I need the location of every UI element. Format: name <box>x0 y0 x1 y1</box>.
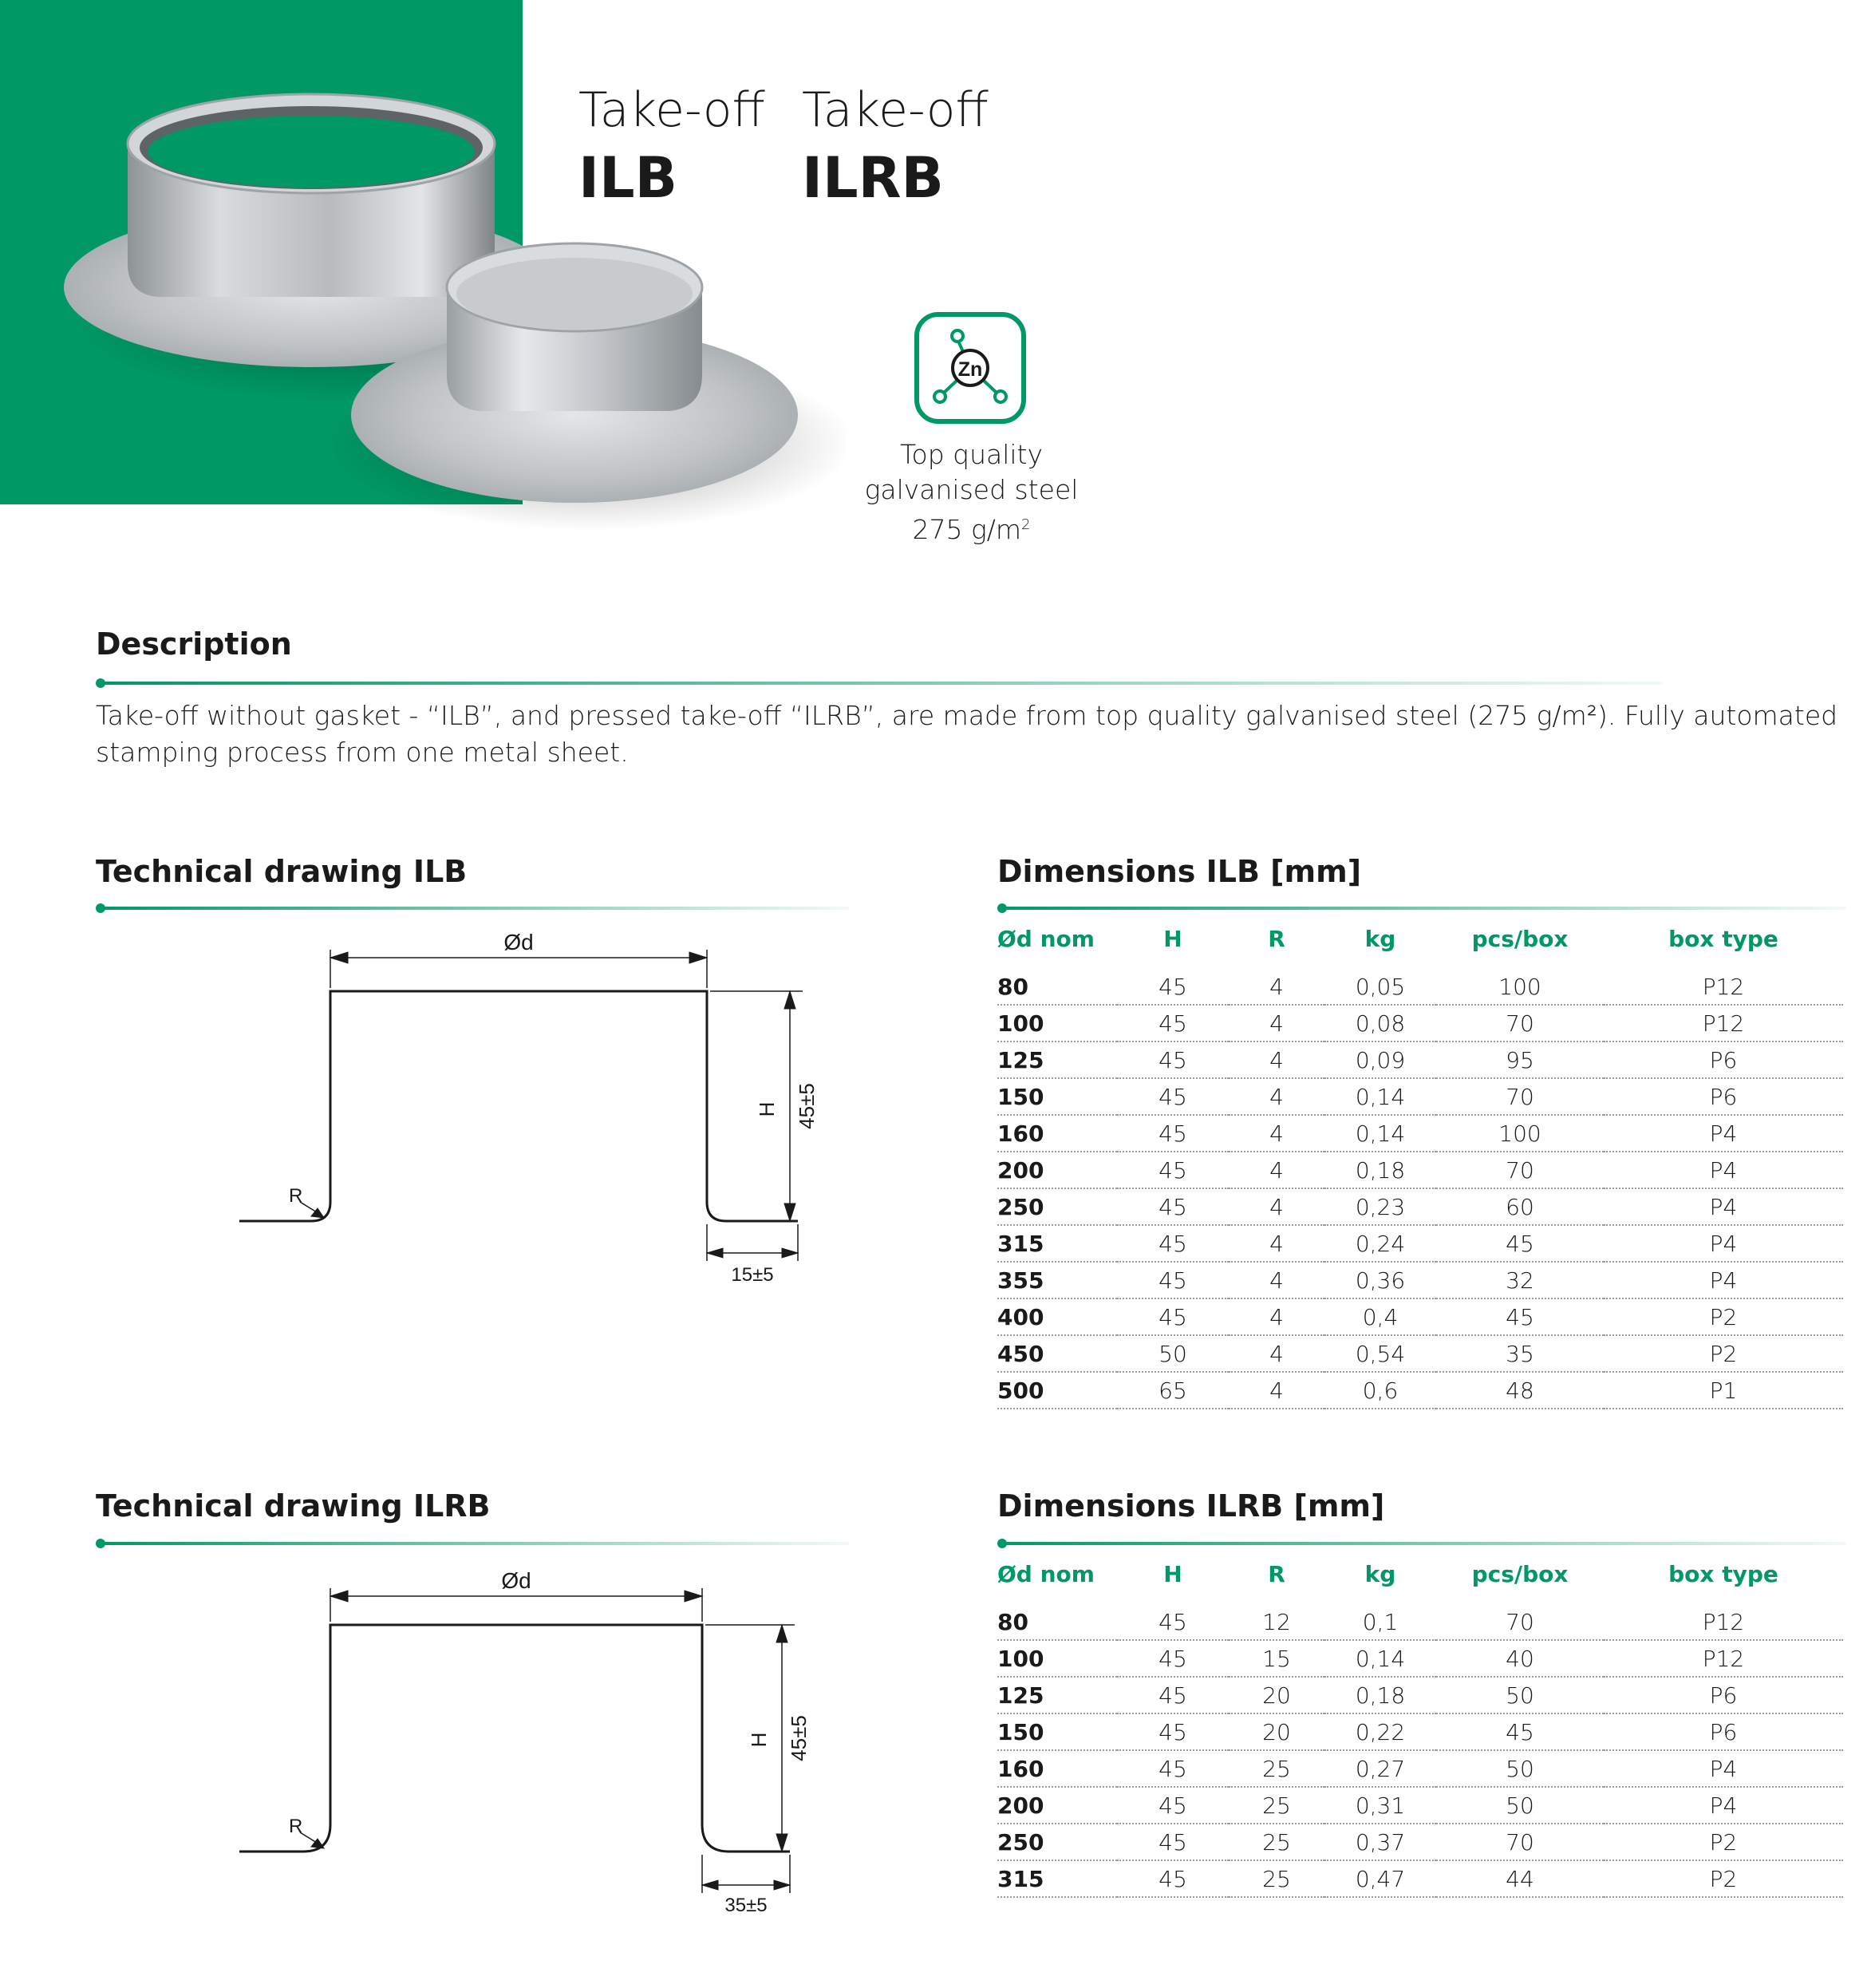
table-row <box>997 969 1843 1005</box>
table-cell: 250 <box>997 1824 1117 1860</box>
table-cell: 4 <box>1229 969 1324 1005</box>
table-cell: P4 <box>1604 1152 1843 1188</box>
table-cell: 4 <box>1229 1225 1324 1262</box>
table-cell: P1 <box>1604 1372 1843 1409</box>
table-cell: 45 <box>1117 1640 1229 1677</box>
table-row <box>997 1335 1843 1372</box>
table-cell: 20 <box>1229 1677 1324 1713</box>
dimensions-ilrb-table <box>997 1551 1843 1898</box>
table-cell: 0,23 <box>1324 1188 1436 1225</box>
table-cell: 32 <box>1436 1262 1604 1298</box>
table-row <box>997 1787 1843 1824</box>
dim-h-label: H <box>755 1101 779 1117</box>
table-cell: 0,18 <box>1324 1677 1436 1713</box>
drawing-ilb-divider <box>99 907 849 910</box>
table-cell: 200 <box>997 1787 1117 1824</box>
table-cell: 70 <box>1436 1824 1604 1860</box>
table-cell: 15 <box>1229 1640 1324 1677</box>
table-cell: 0,4 <box>1324 1298 1436 1335</box>
table-row <box>997 1640 1843 1677</box>
table-cell: P12 <box>1604 969 1843 1005</box>
dim-flange-label: 15±5 <box>731 1264 774 1286</box>
table-row <box>997 1262 1843 1298</box>
column-header: kg <box>1364 925 1396 952</box>
column-header: box type <box>1668 1560 1778 1587</box>
table-cell: 0,09 <box>1324 1041 1436 1078</box>
table-row <box>997 1298 1843 1335</box>
technical-drawing-ilb <box>231 926 822 1293</box>
table-cell: 0,22 <box>1324 1713 1436 1750</box>
table-row <box>997 1152 1843 1188</box>
dim-flange-label: 35±5 <box>724 1895 768 1916</box>
table-cell: 150 <box>997 1078 1117 1115</box>
table-cell: 45 <box>1436 1225 1604 1262</box>
table-cell: 60 <box>1436 1188 1604 1225</box>
table-cell: 4 <box>1229 1188 1324 1225</box>
table-cell: P12 <box>1604 1640 1843 1677</box>
table-row <box>997 1604 1843 1640</box>
table-cell: 150 <box>997 1713 1117 1750</box>
table-cell: 315 <box>997 1860 1117 1897</box>
drawing-ilrb-title: Technical drawing ILRB <box>96 1488 491 1524</box>
table-cell: 0,47 <box>1324 1860 1436 1897</box>
column-header: box type <box>1668 925 1778 952</box>
table-cell: 80 <box>997 969 1117 1005</box>
table-cell: P4 <box>1604 1787 1843 1824</box>
table-cell: 4 <box>1229 1298 1324 1335</box>
technical-drawing-ilrb <box>231 1564 822 1931</box>
table-cell: 25 <box>1229 1750 1324 1787</box>
product-title-code: ILB <box>578 145 678 211</box>
column-header: kg <box>1364 1560 1396 1587</box>
table-cell: 0,14 <box>1324 1115 1436 1152</box>
table-cell: 0,14 <box>1324 1078 1436 1115</box>
table-cell: P4 <box>1604 1225 1843 1262</box>
table-row <box>997 1115 1843 1152</box>
table-cell: 315 <box>997 1225 1117 1262</box>
column-header: pcs/box <box>1471 1560 1569 1587</box>
drawing-ilb-title: Technical drawing ILB <box>96 854 468 889</box>
badge-caption-line2: galvanised steel <box>864 474 1079 505</box>
table-cell: 50 <box>1436 1750 1604 1787</box>
table-cell: 12 <box>1229 1604 1324 1640</box>
table-cell: 4 <box>1229 1152 1324 1188</box>
table-cell: 45 <box>1117 1298 1229 1335</box>
dim-h-label: H <box>747 1732 771 1748</box>
table-cell: 4 <box>1229 1335 1324 1372</box>
table-row <box>997 1824 1843 1860</box>
dim-height-label: 45±5 <box>787 1715 811 1761</box>
product-title-ilrb <box>802 82 989 211</box>
table-row <box>997 1188 1843 1225</box>
table-cell: 45 <box>1117 969 1229 1005</box>
table-cell: 95 <box>1436 1041 1604 1078</box>
table-cell: 4 <box>1229 1372 1324 1409</box>
table-row <box>997 1750 1843 1787</box>
table-cell: 100 <box>1436 969 1604 1005</box>
table-cell: 25 <box>1229 1824 1324 1860</box>
table-cell: P2 <box>1604 1860 1843 1897</box>
table-cell: 250 <box>997 1188 1117 1225</box>
dim-radius-label: R <box>289 1816 303 1837</box>
table-cell: 70 <box>1436 1152 1604 1188</box>
table-cell: 0,18 <box>1324 1152 1436 1188</box>
table-cell: 0,24 <box>1324 1225 1436 1262</box>
table-cell: 48 <box>1436 1372 1604 1409</box>
table-cell: 50 <box>1117 1335 1229 1372</box>
dimensions-ilrb-divider <box>1001 1542 1846 1545</box>
column-header: H <box>1163 925 1182 952</box>
table-cell: 45 <box>1117 1188 1229 1225</box>
table-cell: 200 <box>997 1152 1117 1188</box>
table-row <box>997 1225 1843 1262</box>
table-row <box>997 1041 1843 1078</box>
table-cell: P12 <box>1604 1604 1843 1640</box>
dimensions-ilb-title: Dimensions ILB [mm] <box>997 854 1362 889</box>
product-title-line1: Take-off <box>802 82 989 138</box>
column-header: R <box>1268 925 1285 952</box>
table-cell: 80 <box>997 1604 1117 1640</box>
table-cell: 20 <box>1229 1713 1324 1750</box>
table-cell: 45 <box>1117 1860 1229 1897</box>
table-cell: 45 <box>1117 1750 1229 1787</box>
table-cell: P2 <box>1604 1824 1843 1860</box>
column-header: H <box>1163 1560 1182 1587</box>
table-cell: 0,14 <box>1324 1640 1436 1677</box>
table-cell: P2 <box>1604 1335 1843 1372</box>
table-cell: 45 <box>1117 1824 1229 1860</box>
column-header: Ød nom <box>997 1560 1095 1587</box>
table-header-row <box>997 1551 1843 1596</box>
table-cell: 45 <box>1117 1078 1229 1115</box>
table-cell: 450 <box>997 1335 1117 1372</box>
badge-caption <box>862 437 1081 547</box>
table-cell: 0,54 <box>1324 1335 1436 1372</box>
product-title-line1: Take-off <box>578 82 765 138</box>
dim-height-label: 45±5 <box>795 1083 819 1129</box>
table-cell: 0,36 <box>1324 1262 1436 1298</box>
table-cell: 4 <box>1229 1005 1324 1041</box>
table-cell: 45 <box>1117 1787 1229 1824</box>
zinc-badge <box>914 312 1026 424</box>
table-cell: 0,6 <box>1324 1372 1436 1409</box>
table-cell: 45 <box>1117 1152 1229 1188</box>
description-divider <box>99 682 1663 685</box>
table-cell: 0,31 <box>1324 1787 1436 1824</box>
table-cell: 45 <box>1117 1041 1229 1078</box>
dim-diameter-label: Ød <box>503 930 534 954</box>
table-row <box>997 1713 1843 1750</box>
table-row <box>997 1677 1843 1713</box>
drawing-ilrb-divider <box>99 1542 849 1545</box>
table-cell: P4 <box>1604 1115 1843 1152</box>
table-cell: 160 <box>997 1750 1117 1787</box>
badge-caption-line3: 275 $g/m^2$ <box>912 514 1031 545</box>
table-cell: 4 <box>1229 1115 1324 1152</box>
zinc-molecule-icon <box>919 317 1021 419</box>
column-header: Ød nom <box>997 925 1095 952</box>
table-cell: 45 <box>1117 1225 1229 1262</box>
table-cell: P6 <box>1604 1078 1843 1115</box>
table-cell: 4 <box>1229 1262 1324 1298</box>
table-cell: 45 <box>1117 1677 1229 1713</box>
table-cell: 45 <box>1436 1298 1604 1335</box>
table-row <box>997 1005 1843 1041</box>
table-cell: 4 <box>1229 1041 1324 1078</box>
table-spacer-cell <box>997 961 1843 969</box>
table-cell: 44 <box>1436 1860 1604 1897</box>
dim-radius-label: R <box>289 1185 303 1207</box>
table-cell: 160 <box>997 1115 1117 1152</box>
table-cell: 0,1 <box>1324 1604 1436 1640</box>
table-cell: 25 <box>1229 1787 1324 1824</box>
table-cell: 100 <box>997 1005 1117 1041</box>
badge-caption-line1: Top quality <box>899 439 1044 470</box>
table-cell: 45 <box>1436 1713 1604 1750</box>
table-cell: P12 <box>1604 1005 1843 1041</box>
table-cell: 500 <box>997 1372 1117 1409</box>
table-spacer-cell <box>997 1596 1843 1604</box>
table-cell: 40 <box>1436 1640 1604 1677</box>
table-cell: P4 <box>1604 1188 1843 1225</box>
table-cell: 45 <box>1117 1262 1229 1298</box>
table-cell: P6 <box>1604 1041 1843 1078</box>
table-cell: 25 <box>1229 1860 1324 1897</box>
table-row <box>997 1860 1843 1897</box>
table-cell: 0,05 <box>1324 969 1436 1005</box>
table-cell: 400 <box>997 1298 1117 1335</box>
table-spacer <box>997 961 1843 969</box>
table-cell: 70 <box>1436 1005 1604 1041</box>
table-cell: P4 <box>1604 1262 1843 1298</box>
table-cell: P6 <box>1604 1713 1843 1750</box>
table-spacer <box>997 1596 1843 1604</box>
table-cell: 0,37 <box>1324 1824 1436 1860</box>
table-cell: 45 <box>1117 1604 1229 1640</box>
description-title: Description <box>96 626 292 662</box>
table-cell: 70 <box>1436 1604 1604 1640</box>
table-cell: 70 <box>1436 1078 1604 1115</box>
table-cell: P2 <box>1604 1298 1843 1335</box>
column-header: R <box>1268 1560 1285 1587</box>
description-text: Take-off without gasket - “ILB”, and pressed take-off “ILRB”, are made from top quality galvanised steel (275 g/m²). Fully automated stamping process from one metal sheet. <box>96 700 1838 768</box>
dim-diameter-label: Ød <box>501 1568 531 1593</box>
table-cell: 125 <box>997 1677 1117 1713</box>
table-cell: 100 <box>1436 1115 1604 1152</box>
table-cell: 0,27 <box>1324 1750 1436 1787</box>
table-cell: 45 <box>1117 1713 1229 1750</box>
table-header-row <box>997 916 1843 961</box>
product-title-code: ILRB <box>802 145 944 211</box>
dimensions-ilrb-title: Dimensions ILRB [mm] <box>997 1488 1385 1524</box>
column-header: pcs/box <box>1471 925 1569 952</box>
table-cell: 65 <box>1117 1372 1229 1409</box>
table-cell: 100 <box>997 1640 1117 1677</box>
table-cell: 0,08 <box>1324 1005 1436 1041</box>
dimensions-ilb-table <box>997 916 1843 1409</box>
dimensions-ilb-divider <box>1001 907 1846 910</box>
table-cell: P4 <box>1604 1750 1843 1787</box>
table-cell: 35 <box>1436 1335 1604 1372</box>
table-cell: 45 <box>1117 1115 1229 1152</box>
table-row <box>997 1372 1843 1409</box>
table-row <box>997 1078 1843 1115</box>
table-cell: 45 <box>1117 1005 1229 1041</box>
zinc-symbol: Zn <box>957 358 983 381</box>
table-cell: P6 <box>1604 1677 1843 1713</box>
table-cell: 355 <box>997 1262 1117 1298</box>
product-title-ilb <box>578 82 765 211</box>
table-cell: 4 <box>1229 1078 1324 1115</box>
table-cell: 50 <box>1436 1677 1604 1713</box>
table-cell: 50 <box>1436 1787 1604 1824</box>
table-cell: 125 <box>997 1041 1117 1078</box>
